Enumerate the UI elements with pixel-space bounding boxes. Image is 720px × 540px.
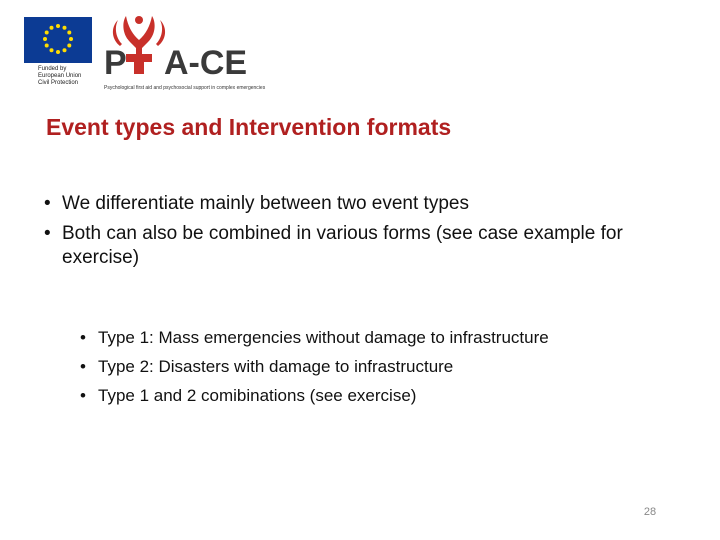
- eu-flag-icon: [24, 17, 92, 63]
- psyace-tagline: Psychological first aid and psychosocial support in complex emergencies: [104, 85, 266, 91]
- list-item: [80, 352, 700, 381]
- list-item: [80, 323, 700, 352]
- list-item: [44, 222, 694, 270]
- sub-bullet-list: [80, 323, 700, 410]
- bullet-icon: •: [80, 357, 86, 376]
- sub-bullet-text: Type 2: Disasters with damage to infrastructure: [98, 357, 454, 376]
- bullet-text: We differentiate mainly between two event types: [62, 193, 469, 214]
- sub-bullet-text: Type 1 and 2 comibinations (see exercise): [98, 386, 417, 405]
- page-number: 28: [643, 506, 657, 518]
- bullet-icon: •: [80, 386, 86, 405]
- eu-civil-protection-logo: [24, 17, 96, 93]
- psyace-wordmark-icon: [104, 12, 280, 84]
- slide-title: Event types and Intervention formats: [46, 114, 452, 140]
- list-item: [44, 192, 694, 216]
- psyace-letters-ace: A-CE: [164, 44, 248, 82]
- psyace-logo: [104, 12, 280, 96]
- eu-funding-caption: Funded by European Union Civil Protection: [38, 66, 82, 86]
- main-bullet-list: [44, 192, 694, 276]
- bullet-icon: •: [44, 193, 51, 214]
- psyace-letter-p: P: [104, 44, 127, 82]
- bullet-icon: •: [80, 328, 86, 347]
- bullet-text: Both can also be combined in various forms (see case example for exercise): [62, 223, 623, 268]
- sub-bullet-text: Type 1: Mass emergencies without damage to infrastructure: [98, 328, 549, 347]
- bullet-icon: •: [44, 223, 51, 244]
- list-item: [80, 381, 700, 410]
